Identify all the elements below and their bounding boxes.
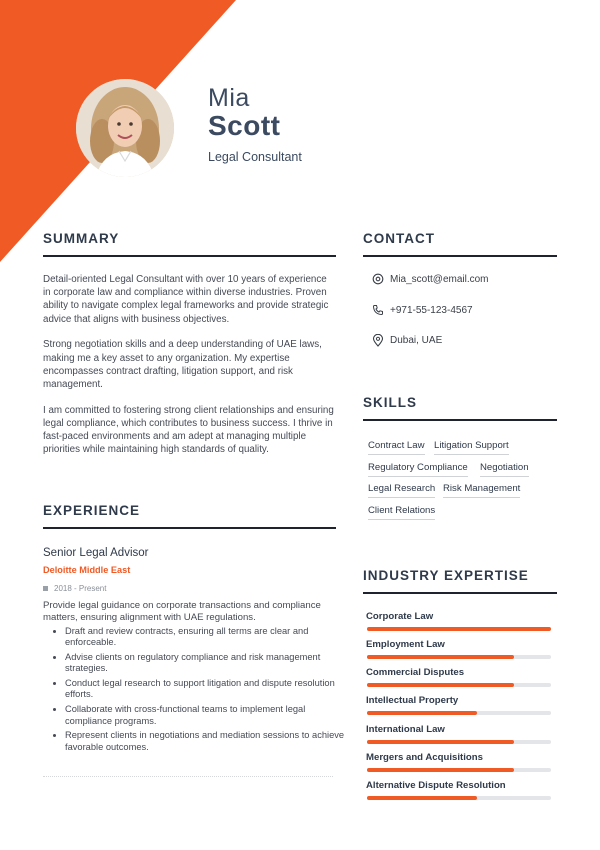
contact-rule <box>363 255 557 257</box>
industry-bar <box>367 768 551 772</box>
contact-email[interactable] <box>372 273 489 285</box>
phone-text: +971-55-123-4567 <box>390 304 473 316</box>
summary-text <box>43 273 336 469</box>
industry-bar <box>367 796 551 800</box>
summary-paragraph: Strong negotiation skills and a deep understanding of UAE laws, making me a key asset to any organization. My expertise encompasses contract drafting, litigation support, and risk management. <box>43 339 322 390</box>
job-dates <box>43 584 106 593</box>
skills-rule <box>363 419 557 421</box>
summary-paragraph: I am committed to fostering strong client relationships and ensuring legal compliance, which contributes to business success. I thrive in fast-paced environments and am adept at managing multiple priorities while maintaining high standards of quality. <box>43 404 334 456</box>
skills-heading: SKILLS <box>363 395 418 410</box>
skill-tag: Risk Management <box>443 483 520 498</box>
last-name: Scott <box>208 110 281 141</box>
job-description: Provide legal guidance on corporate transactions and compliance matters, ensuring alignment with UAE regulations. <box>43 600 321 624</box>
industry-bar-fill <box>367 683 514 687</box>
divider <box>43 776 333 777</box>
contact-phone[interactable] <box>372 304 473 316</box>
industry-bar-fill <box>367 655 514 659</box>
job-title: Senior Legal Advisor <box>43 547 149 559</box>
location-text: Dubai, UAE <box>390 335 443 346</box>
industry-bar-fill <box>367 768 514 772</box>
industry-label: Alternative Dispute Resolution <box>366 780 506 791</box>
job-role: Legal Consultant <box>208 150 302 164</box>
contact-heading: CONTACT <box>363 231 435 246</box>
skill-tag: Legal Research <box>368 483 435 498</box>
summary-paragraph: Detail-oriented Legal Consultant with over 10 years of experience in corporate law and compliance within diverse industries. Proven ability to navigate complex legal frameworks and provide strategic advice that aligns with business objectives. <box>43 274 329 325</box>
list-item: • Represent clients in negotiations and mediation sessions to achieve favorable outcomes. <box>65 730 350 753</box>
list-item: • Draft and review contracts, ensuring all terms are clear and enforceable. <box>65 626 350 649</box>
industry-bar <box>367 683 551 687</box>
email-text: Mia_scott@email.com <box>390 273 489 285</box>
list-item: • Advise clients on regulatory compliance and risk management strategies. <box>65 652 350 675</box>
skill-tag: Negotiation <box>480 462 529 477</box>
industry-label: Intellectual Property <box>366 695 459 706</box>
company-name: Deloitte Middle East <box>43 565 131 575</box>
skill-tag: Litigation Support <box>434 440 509 455</box>
contact-location <box>372 334 442 347</box>
industry-label: Mergers and Acquisitions <box>366 752 483 763</box>
at-icon <box>372 273 384 285</box>
list-item: • Collaborate with cross-functional teams to implement legal compliance programs. <box>65 704 350 727</box>
industry-bar <box>367 711 551 715</box>
industry-bar-fill <box>367 627 551 631</box>
industry-bar-fill <box>367 796 477 800</box>
skill-tag: Regulatory Compliance <box>368 462 468 477</box>
phone-icon <box>372 304 384 316</box>
industry-bar <box>367 740 551 744</box>
experience-heading: EXPERIENCE <box>43 503 141 518</box>
location-pin-icon <box>372 334 384 347</box>
industry-bar <box>367 627 551 631</box>
industry-label: Employment Law <box>366 639 445 650</box>
first-name: Mia <box>208 84 250 112</box>
industry-bar-fill <box>367 711 477 715</box>
industry-label: Corporate Law <box>366 611 434 622</box>
industry-bar-fill <box>367 740 514 744</box>
experience-rule <box>43 527 336 529</box>
industry-label: Commercial Disputes <box>366 667 465 678</box>
industry-rule <box>363 592 557 594</box>
calendar-icon <box>43 586 48 591</box>
job-bullets <box>55 626 350 756</box>
industry-label: International Law <box>366 724 445 735</box>
summary-rule <box>43 255 336 257</box>
skill-tag: Client Relations <box>368 505 435 520</box>
list-item: • Conduct legal research to support litigation and dispute resolution efforts. <box>65 678 350 701</box>
industry-bar <box>367 655 551 659</box>
summary-heading: SUMMARY <box>43 231 120 246</box>
job-dates-text: 2018 - Present <box>54 584 107 593</box>
profile-photo <box>76 79 174 177</box>
industry-heading: INDUSTRY EXPERTISE <box>363 568 529 583</box>
skill-tag: Contract Law <box>368 440 425 455</box>
